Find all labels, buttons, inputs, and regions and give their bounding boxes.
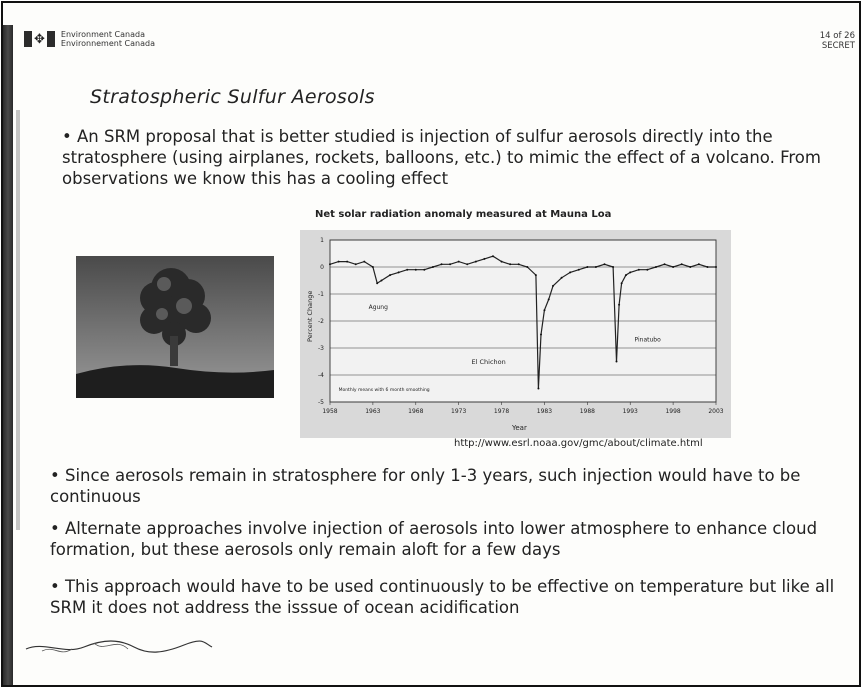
x-tick-label: 1968 (408, 408, 424, 415)
data-point (458, 261, 460, 263)
y-tick-label: -3 (318, 345, 324, 352)
y-tick-label: -1 (318, 291, 324, 298)
data-point (595, 266, 597, 268)
department-name-en: Environment Canada (60, 30, 145, 39)
y-tick-label: -4 (318, 372, 324, 379)
data-point (492, 255, 494, 257)
x-axis-label: Year (512, 424, 527, 432)
bullet-2: • Since aerosols remain in stratosphere for only 1-3 years, such injection would have to be continuous (50, 466, 801, 506)
volcano-photo (76, 256, 274, 398)
data-point (569, 271, 571, 273)
slide-title: Stratospheric Sulfur Aerosols (90, 86, 375, 108)
x-tick-label: 1988 (579, 408, 595, 415)
x-tick-label: 1963 (365, 408, 381, 415)
y-axis-label: Percent Change (306, 290, 314, 342)
data-point (376, 282, 378, 284)
data-point (441, 263, 443, 265)
bullet-3: • Alternate approaches involve injection of aerosols into lower atmosphere to enhance cloud formation, but these aerosols only remain aloft for a few days (50, 519, 818, 559)
data-point (415, 269, 417, 271)
data-point (475, 261, 477, 263)
data-point (355, 263, 357, 265)
data-point (681, 263, 683, 265)
data-point (526, 266, 528, 268)
data-point (629, 271, 631, 273)
y-tick-label: 1 (320, 237, 324, 244)
data-point (621, 282, 623, 284)
data-point (346, 261, 348, 263)
x-tick-label: 2003 (708, 408, 724, 415)
data-point (698, 263, 700, 265)
data-point (380, 280, 382, 282)
data-point (625, 274, 627, 276)
data-point (406, 269, 408, 271)
x-tick-label: 1978 (493, 408, 510, 415)
data-point (363, 261, 365, 263)
data-point (543, 309, 545, 311)
data-point (449, 263, 451, 265)
slide-meta (820, 31, 855, 51)
data-point (432, 266, 434, 268)
data-point (638, 269, 640, 271)
data-point (612, 266, 614, 268)
data-point (664, 263, 666, 265)
data-point (689, 266, 691, 268)
solar-radiation-chart (300, 230, 731, 438)
chart-source-link[interactable]: http://www.esrl.noaa.gov/gmc/about/climate.html (454, 438, 703, 449)
data-point (329, 263, 331, 265)
bullet-1: • An SRM proposal that is better studied is injection of sulfur aerosols directly into the stratosphere (using airplanes, rockets, balloons, etc.) to mimic the effect of a volcano. From observations we know this has a cooling effect (62, 127, 821, 188)
data-point (466, 263, 468, 265)
data-point (618, 304, 620, 306)
x-tick-label: 1958 (322, 408, 338, 415)
signature-scribble (24, 633, 214, 661)
chart-annotation: Monthly means with 6 month smoothing (338, 388, 430, 394)
data-point (372, 266, 374, 268)
bullet-4: • This approach would have to be used continuously to be effective on temperature but like all SRM it does not address the isssue of ocean acidification (50, 577, 835, 617)
chart-annotation: El Chichon (471, 358, 506, 367)
x-tick-label: 1998 (665, 408, 681, 415)
y-tick-label: -5 (318, 399, 324, 406)
chart-caption: Net solar radiation anomaly measured at Mauna Loa (315, 209, 612, 220)
canada-flag-icon: ✥ (24, 31, 55, 47)
data-point (548, 298, 550, 300)
data-point (537, 388, 539, 390)
data-point (398, 271, 400, 273)
x-tick-label: 1993 (622, 408, 638, 415)
data-point (603, 263, 605, 265)
classification-label: SECRET (821, 41, 855, 51)
data-point (646, 269, 648, 271)
data-point (672, 266, 674, 268)
data-point (578, 269, 580, 271)
data-point (706, 266, 708, 268)
data-point (615, 361, 617, 363)
data-point (561, 277, 563, 279)
data-point (509, 263, 511, 265)
data-point (552, 285, 554, 287)
scanned-binding-edge (3, 25, 13, 685)
data-point (715, 266, 717, 268)
scanned-binding-shadow (16, 110, 20, 530)
data-point (423, 269, 425, 271)
data-point (586, 266, 588, 268)
x-tick-label: 1973 (451, 408, 467, 415)
data-point (501, 261, 503, 263)
slide-number: 14 of 26 (819, 31, 855, 41)
data-point (535, 274, 537, 276)
department-name (61, 30, 155, 48)
y-tick-label: -2 (318, 318, 324, 325)
data-point (540, 334, 542, 336)
chart-annotation: Agung (368, 303, 388, 311)
data-point (338, 261, 340, 263)
data-point (389, 274, 391, 276)
chart-annotation: Pinatubo (634, 336, 661, 344)
data-point (483, 258, 485, 260)
data-point (655, 266, 657, 268)
data-point (518, 263, 520, 265)
department-name-fr: Environnement Canada (60, 39, 155, 48)
department-header (24, 30, 155, 48)
x-tick-label: 1983 (536, 408, 553, 415)
y-tick-label: 0 (320, 264, 324, 271)
